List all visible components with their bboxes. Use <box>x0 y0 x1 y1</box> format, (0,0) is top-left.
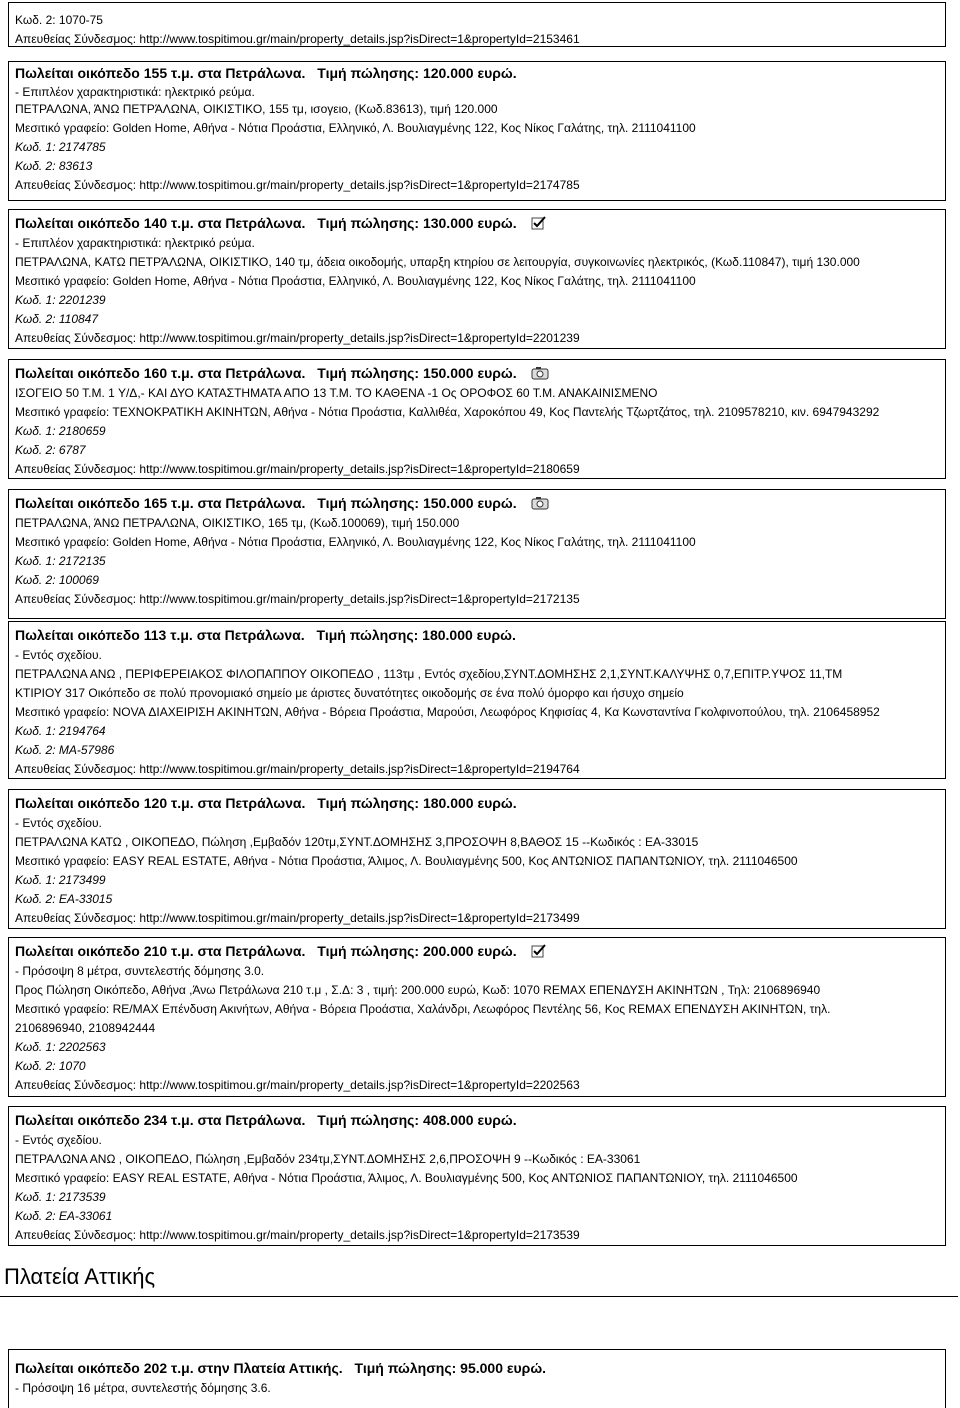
direct-link[interactable]: Απευθείας Σύνδεσμος: http://www.tospitimou.gr/main/property_details.jsp?isDirect=1&propertyId=2174785 <box>15 178 580 192</box>
listing-title-text[interactable]: Πωλείται οικόπεδο 202 τ.μ. στην Πλατεία Αττικής. <box>15 1360 343 1376</box>
feature-text: - Πρόσοψη 8 μέτρα, συντελεστής δόμησης 3.0. <box>15 964 265 978</box>
camera-icon <box>531 495 549 514</box>
listing-title[interactable] <box>15 493 945 514</box>
description-text: Προς Πώληση Οικόπεδο, Αθήνα ,Άνω Πετράλωνα 210 τ.μ , Σ.Δ: 3 , τιμή: 200.000 ευρώ, Κωδ: 1070 REMAX ΕΠΕΝΔΥΣΗ ΑΚΙΝΗΤΩΝ , Τηλ: 2106896940 <box>15 983 821 997</box>
listing-card <box>8 1106 946 1246</box>
description-text: ΠΕΤΡΑΛΩΝΑ ΚΑΤΩ , ΟΙΚΟΠΕΔΟ, Πώληση ,Εμβαδόν 120τμ,ΣΥΝΤ.ΔΟΜΗΣΗΣ 3,ΠΡΟΣΟΨΗ 8,ΒΑΘΟΣ 15 --Κωδικός : EA-33015 <box>15 835 699 849</box>
listing-card <box>8 789 946 929</box>
description-text: ΠΕΤΡΑΛΩΝΑ ΑΝΩ , ΟΙΚΟΠΕΔΟ, Πώληση ,Εμβαδόν 234τμ,ΣΥΝΤ.ΔΟΜΗΣΗΣ 2,6,ΠΡΟΣΟΨΗ 9 --Κωδικός : EA-33061 <box>15 1152 641 1166</box>
listing-title[interactable] <box>15 1110 945 1131</box>
listing-price: Τιμή πώλησης: 408.000 ευρώ. <box>317 1112 517 1128</box>
listing-title[interactable] <box>15 793 945 814</box>
listing-title-text[interactable]: Πωλείται οικόπεδο 160 τ.μ. στα Πετράλωνα. <box>15 365 306 381</box>
listing-title-text[interactable]: Πωλείται οικόπεδο 234 τ.μ. στα Πετράλωνα. <box>15 1112 306 1128</box>
listing-title[interactable] <box>15 941 945 962</box>
description-text: ΠΕΤΡΑΛΩΝΑ ΑΝΩ , ΠΕΡΙΦΕΡΕΙΑΚΟΣ ΦΙΛΟΠΑΠΠΟΥ ΟΙΚΟΠΕΔΟ , 113τμ , Εντός σχεδίου,ΣΥΝΤ.ΔΟΜΗΣΗΣ 2,1,ΣΥΝΤ.ΚΑΛΥΨΗΣ 0,7,ΕΠΙΤΡ.ΥΨΟΣ 11,ΤΜ <box>15 667 843 681</box>
code2-text: Κωδ. 2: MA-57986 <box>15 743 115 757</box>
code1-text: Κωδ. 1: 2180659 <box>15 424 106 438</box>
code2-text: Κωδ. 2: 1070-75 <box>15 13 103 27</box>
direct-link[interactable]: Απευθείας Σύνδεσμος: http://www.tospitimou.gr/main/property_details.jsp?isDirect=1&propertyId=2194764 <box>15 762 580 776</box>
listing-title-text[interactable]: Πωλείται οικόπεδο 165 τ.μ. στα Πετράλωνα. <box>15 495 306 511</box>
code2-text: Κωδ. 2: 6787 <box>15 443 86 457</box>
listing-title[interactable] <box>15 213 945 234</box>
code2-text: Κωδ. 2: EA-33061 <box>15 1209 113 1223</box>
code2-text: Κωδ. 2: 110847 <box>15 312 99 326</box>
listing-card <box>8 61 946 201</box>
agency-text: Μεσιτικό γραφείο: Golden Home, Αθήνα - Νότια Προάστια, Ελληνικό, Λ. Βουλιαγμένης 122, Κος Νίκος Γαλάτης, τηλ. 2111041100 <box>15 535 696 549</box>
agency-text: Μεσιτικό γραφείο: RE/MAX Επένδυση Ακινήτων, Αθήνα - Βόρεια Προάστια, Χαλάνδρι, Λεωφόρος Πεντέλης 56, Κος REMAX ΕΠΕΝΔΥΣΗ ΑΚΙΝΗΤΩΝ, τηλ. <box>15 1002 831 1016</box>
listing-card <box>8 621 946 779</box>
feature-text: - Εντός σχεδίου. <box>15 1133 102 1147</box>
direct-link[interactable]: Απευθείας Σύνδεσμος: http://www.tospitimou.gr/main/property_details.jsp?isDirect=1&propertyId=2202563 <box>15 1078 580 1092</box>
checkbox-icon <box>531 215 547 234</box>
direct-link[interactable]: Απευθείας Σύνδεσμος: http://www.tospitimou.gr/main/property_details.jsp?isDirect=1&propertyId=2172135 <box>15 592 580 606</box>
feature-text: - Πρόσοψη 16 μέτρα, συντελεστής δόμησης 3.6. <box>15 1381 271 1395</box>
agency-text: Μεσιτικό γραφείο: EASY REAL ESTATE, Αθήνα - Νότια Προάστια, Άλιμος, Λ. Βουλιαγμένης 500, Κος ΑΝΤΩΝΙΟΣ ΠΑΠΑΝΤΩΝΙΟΥ, τηλ. 2111046500 <box>15 854 798 868</box>
code2-text: Κωδ. 2: 100069 <box>15 573 99 587</box>
code1-text: Κωδ. 1: 2172135 <box>15 554 106 568</box>
listing-card <box>8 209 946 349</box>
section-heading: Πλατεία Αττικής <box>4 1264 156 1289</box>
feature-text: - Επιπλέον χαρακτηριστικά: ηλεκτρικό ρεύμα. <box>15 236 255 250</box>
listing-title-text[interactable]: Πωλείται οικόπεδο 113 τ.μ. στα Πετράλωνα. <box>15 627 305 643</box>
listing-price: Τιμή πώλησης: 180.000 ευρώ. <box>317 795 517 811</box>
agency-text: Μεσιτικό γραφείο: Golden Home, Αθήνα - Νότια Προάστια, Ελληνικό, Λ. Βουλιαγμένης 122, Κος Νίκος Γαλάτης, τηλ. 2111041100 <box>15 274 696 288</box>
direct-link[interactable]: Απευθείας Σύνδεσμος: http://www.tospitimou.gr/main/property_details.jsp?isDirect=1&propertyId=2201239 <box>15 331 580 345</box>
description-text: ΙΣΟΓΕΙΟ 50 Τ.Μ. 1 Υ/Δ,- ΚΑΙ ΔΥΟ ΚΑΤΑΣΤΗΜΑΤΑ ΑΠΟ 13 Τ.Μ. ΤΟ ΚΑΘΕΝΑ -1 Ος ΟΡΟΦΟΣ 60 Τ.Μ. ΑΝΑΚΑΙΝΙΣΜΕΝΟ <box>15 386 658 400</box>
agency-text: Μεσιτικό γραφείο: Golden Home, Αθήνα - Νότια Προάστια, Ελληνικό, Λ. Βουλιαγμένης 122, Κος Νίκος Γαλάτης, τηλ. 2111041100 <box>15 121 696 135</box>
listing-title-text[interactable]: Πωλείται οικόπεδο 210 τ.μ. στα Πετράλωνα. <box>15 943 306 959</box>
feature-text: - Επιπλέον χαρακτηριστικά: ηλεκτρικό ρεύμα. <box>15 85 255 99</box>
listing-title[interactable] <box>15 1358 945 1379</box>
description-text: ΠΕΤΡΑΛΩΝΑ, ΆΝΩ ΠΕΤΡΆΛΩΝΑ, ΟΙΚΙΣΤΙΚΟ, 155 τμ, ισογειο, (Κωδ.83613), τιμή 120.000 <box>15 102 498 116</box>
code2-text: Κωδ. 2: EA-33015 <box>15 892 113 906</box>
direct-link[interactable]: Απευθείας Σύνδεσμος: http://www.tospitimou.gr/main/property_details.jsp?isDirect=1&propertyId=2173539 <box>15 1228 580 1242</box>
listing-price: Τιμή πώλησης: 130.000 ευρώ. <box>317 215 517 231</box>
listing-price: Τιμή πώλησης: 180.000 ευρώ. <box>316 627 516 643</box>
code2-text: Κωδ. 2: 83613 <box>15 159 93 173</box>
code1-text: Κωδ. 1: 2173539 <box>15 1190 106 1204</box>
feature-text: - Εντός σχεδίου. <box>15 648 102 662</box>
agency-text-cont: 2106896940, 2108942444 <box>15 1021 156 1035</box>
description-text: ΠΕΤΡΑΛΩΝΑ, ΚΑΤΩ ΠΕΤΡΆΛΩΝΑ, ΟΙΚΙΣΤΙΚΟ, 140 τμ, άδεια οικοδομής, υπαρξη κτηρίου σε λειτουργία, συγκοινωνίες ηλεκτρικός, (Κωδ.110847), τιμή 130.000 <box>15 255 860 269</box>
listing-price: Τιμή πώλησης: 150.000 ευρώ. <box>317 495 517 511</box>
code1-text: Κωδ. 1: 2201239 <box>15 293 106 307</box>
feature-text: - Εντός σχεδίου. <box>15 816 102 830</box>
listing-title[interactable] <box>15 63 945 84</box>
listing-card <box>8 2 946 47</box>
agency-text: Μεσιτικό γραφείο: NOVA ΔΙΑΧΕΙΡΙΣΗ ΑΚΙΝΗΤΩΝ, Αθήνα - Βόρεια Προάστια, Μαρούσι, Λεωφόρος Κηφισίας 4, Κα Κωνσταντίνα Γκολφινοπούλου, τηλ. 2106458952 <box>15 705 880 719</box>
agency-text: Μεσιτικό γραφείο: EASY REAL ESTATE, Αθήνα - Νότια Προάστια, Άλιμος, Λ. Βουλιαγμένης 500, Κος ΑΝΤΩΝΙΟΣ ΠΑΠΑΝΤΩΝΙΟΥ, τηλ. 2111046500 <box>15 1171 798 1185</box>
listing-title[interactable] <box>15 625 945 646</box>
code1-text: Κωδ. 1: 2174785 <box>15 140 106 154</box>
code1-text: Κωδ. 1: 2173499 <box>15 873 106 887</box>
listing-price: Τιμή πώλησης: 200.000 ευρώ. <box>317 943 517 959</box>
listing-price: Τιμή πώλησης: 120.000 ευρώ. <box>317 65 517 81</box>
agency-text: Μεσιτικό γραφείο: ΤΕΧΝΟΚΡΑΤΙΚΗ ΑΚΙΝΗΤΩΝ, Αθήνα - Νότια Προάστια, Καλλιθέα, Χαροκόπου 49, Κος Παντελής Τζωρτζάτος, τηλ. 2109578210, κιν. 6947943292 <box>15 405 880 419</box>
code2-text: Κωδ. 2: 1070 <box>15 1059 86 1073</box>
direct-link[interactable]: Απευθείας Σύνδεσμος: http://www.tospitimou.gr/main/property_details.jsp?isDirect=1&propertyId=2173499 <box>15 911 580 925</box>
listing-price: Τιμή πώλησης: 150.000 ευρώ. <box>317 365 517 381</box>
checkbox-icon <box>531 943 547 962</box>
listing-title[interactable] <box>15 363 945 384</box>
camera-icon <box>531 365 549 384</box>
section-divider <box>0 1296 958 1297</box>
code1-text: Κωδ. 1: 2202563 <box>15 1040 106 1054</box>
listing-card <box>8 489 946 619</box>
listing-price: Τιμή πώλησης: 95.000 ευρώ. <box>354 1360 547 1376</box>
code1-text: Κωδ. 1: 2194764 <box>15 724 106 738</box>
description-text: ΠΕΤΡΑΛΩΝΑ, ΆΝΩ ΠΕΤΡΑΛΩΝΑ, ΟΙΚΙΣΤΙΚΟ, 165 τμ, (Κωδ.100069), τιμή 150.000 <box>15 516 460 530</box>
listing-card <box>8 937 946 1097</box>
listing-card <box>8 359 946 479</box>
listing-title-text[interactable]: Πωλείται οικόπεδο 120 τ.μ. στα Πετράλωνα. <box>15 795 306 811</box>
direct-link[interactable]: Απευθείας Σύνδεσμος: http://www.tospitimou.gr/main/property_details.jsp?isDirect=1&propertyId=2153461 <box>15 32 580 46</box>
direct-link[interactable]: Απευθείας Σύνδεσμος: http://www.tospitimou.gr/main/property_details.jsp?isDirect=1&propertyId=2180659 <box>15 462 580 476</box>
listing-card <box>8 1349 946 1408</box>
listing-title-text[interactable]: Πωλείται οικόπεδο 155 τ.μ. στα Πετράλωνα. <box>15 65 306 81</box>
listing-title-text[interactable]: Πωλείται οικόπεδο 140 τ.μ. στα Πετράλωνα. <box>15 215 306 231</box>
description-text-cont: ΚΤΙΡΙΟΥ 317 Οικόπεδο σε πολύ προνομιακό σημείο με άριστες δυνατότητες οικοδομής σε ένα πολύ όμορφο και ήσυχο σημείο <box>15 686 684 700</box>
